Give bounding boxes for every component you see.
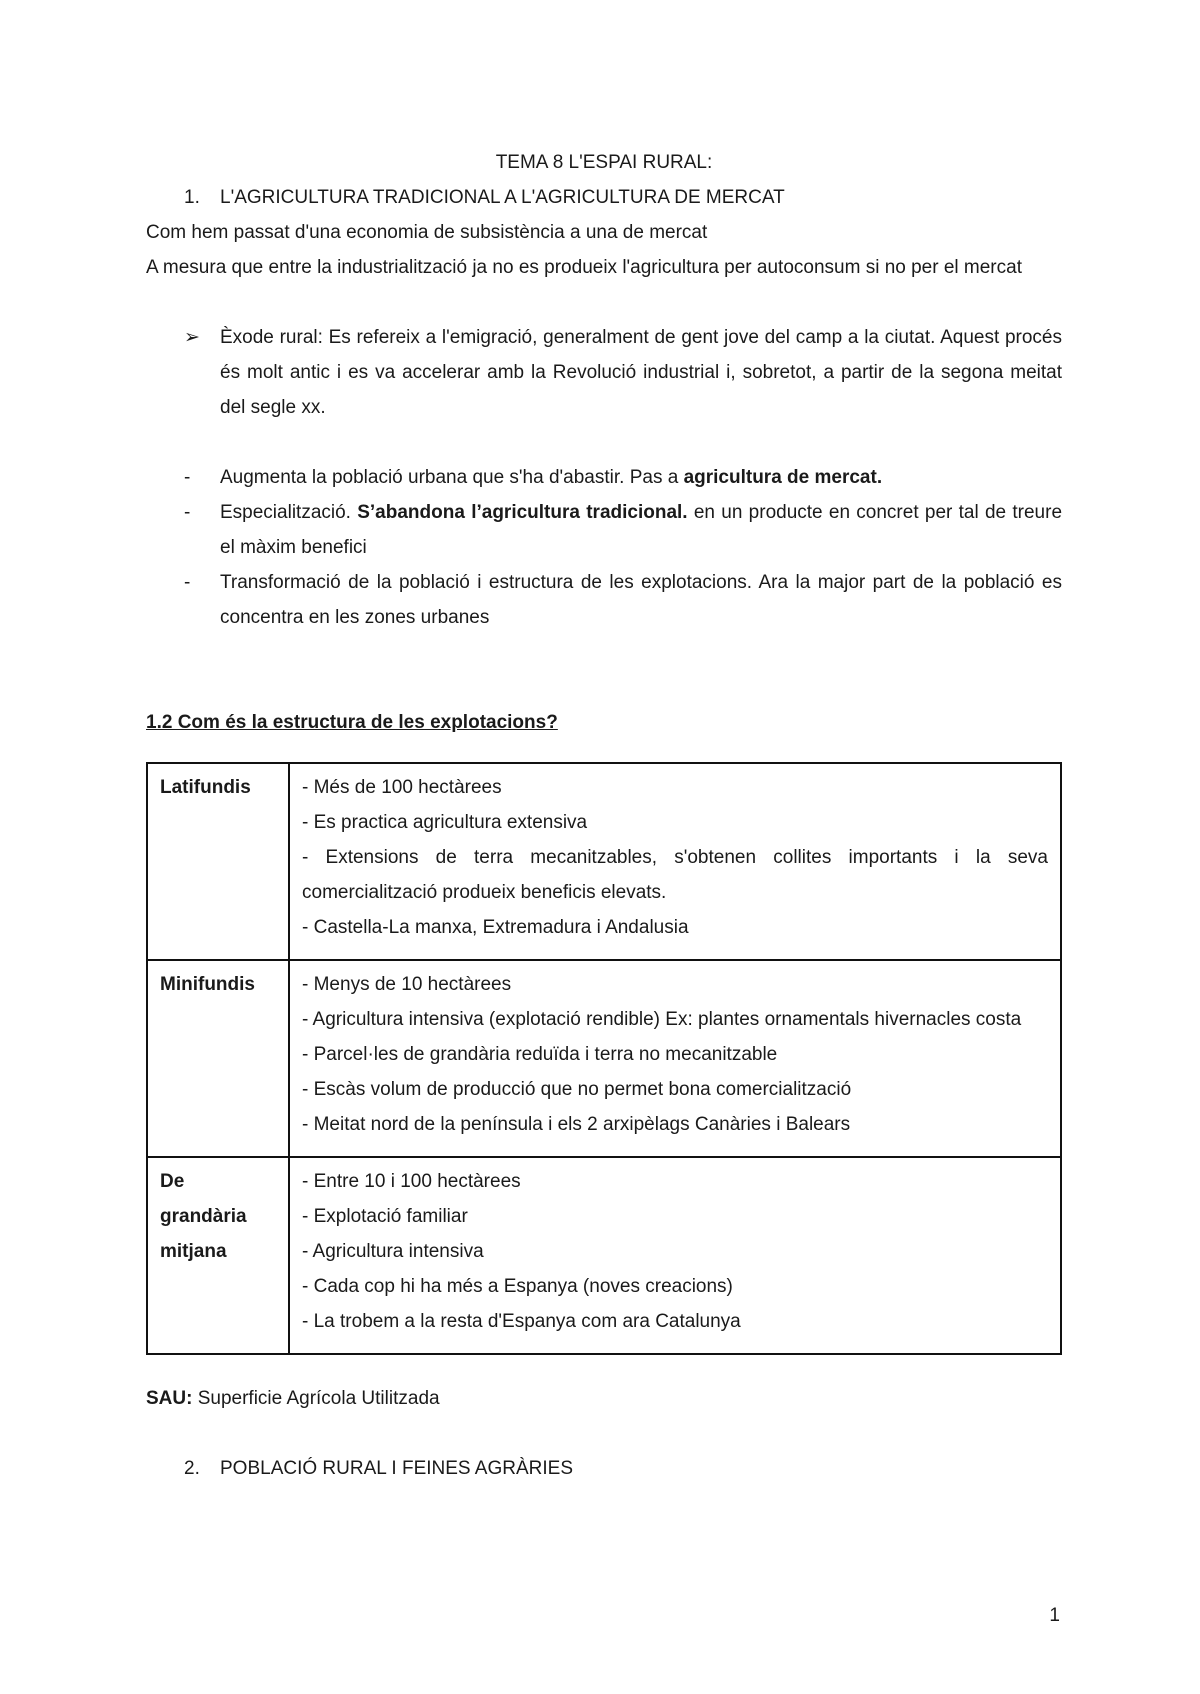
row-line: - La trobem a la resta d'Espanya com ara Catalunya xyxy=(302,1311,741,1332)
bullet-item xyxy=(146,460,1062,495)
row-line: - Agricultura intensiva (explotació rendible) Ex: plantes ornamentals hivernacles costa xyxy=(302,1009,1022,1030)
row-line: - Explotació familiar xyxy=(302,1206,468,1227)
row-line: - Agricultura intensiva xyxy=(302,1241,484,1262)
row-line: - Escàs volum de producció que no permet bona comercialització xyxy=(302,1079,852,1100)
row-content xyxy=(289,1157,1061,1354)
sau-definition xyxy=(146,1381,1062,1416)
sau-text: Superficie Agrícola Utilitzada xyxy=(192,1388,440,1409)
section-2-number: 2. xyxy=(184,1458,200,1479)
row-content xyxy=(289,960,1061,1157)
bullet-text-after: en un producte en concret per tal de treure el màxim benefici xyxy=(220,502,1063,558)
row-line: - Menys de 10 hectàrees xyxy=(302,974,512,995)
document-title: TEMA 8 L'ESPAI RURAL: xyxy=(495,152,713,173)
row-line: - Extensions de terra mecanitzables, s'obtenen collites importants i la seva comercialització produeix beneficis elevats. xyxy=(302,847,1048,903)
section-1-title: L'AGRICULTURA TRADICIONAL A L'AGRICULTURA DE MERCAT xyxy=(220,187,785,208)
exode-rural-item xyxy=(146,320,1062,425)
dash-bullet: - xyxy=(184,502,191,523)
row-content xyxy=(289,763,1061,960)
bullet-bold-text: agricultura de mercat. xyxy=(683,467,883,488)
bullet-item xyxy=(146,565,1062,635)
row-line: - Més de 100 hectàrees xyxy=(302,777,502,798)
section-2-heading xyxy=(146,1451,1062,1486)
section-1-number: 1. xyxy=(184,187,200,208)
row-label: Latifundis xyxy=(147,763,289,960)
table-row xyxy=(147,763,1061,960)
intro-paragraph-2: A mesura que entre la industrialització ja no es produeix l'agricultura per autoconsum si no per el mercat xyxy=(146,257,1022,278)
row-line: - Parcel·les de grandària reduïda i terra no mecanitzable xyxy=(302,1044,778,1065)
bullet-text: Especialització. xyxy=(220,502,358,523)
section-1-heading xyxy=(146,180,1062,215)
section-1-2-heading: 1.2 Com és la estructura de les explotacions? xyxy=(146,712,558,733)
row-line: - Entre 10 i 100 hectàrees xyxy=(302,1171,521,1192)
row-line: - Castella-La manxa, Extremadura i Andalusia xyxy=(302,917,689,938)
section-2-title: POBLACIÓ RURAL I FEINES AGRÀRIES xyxy=(220,1458,574,1479)
arrow-bullet-icon: ➢ xyxy=(184,327,200,348)
document-page xyxy=(146,145,1062,1486)
intro-paragraph-1: Com hem passat d'una economia de subsistència a una de mercat xyxy=(146,222,708,243)
row-line: - Meitat nord de la península i els 2 arxipèlags Canàries i Balears xyxy=(302,1114,851,1135)
bullet-item xyxy=(146,495,1062,565)
row-label: Minifundis xyxy=(147,960,289,1157)
table-row xyxy=(147,1157,1061,1354)
page-number: 1 xyxy=(1049,1605,1060,1626)
exode-rural-text: Èxode rural: Es refereix a l'emigració, generalment de gent jove del camp a la ciutat. Aquest procés és molt antic i es va accelerar amb la Revolució industrial i, sobretot, a partir de la segona meitat del segle xx. xyxy=(220,327,1062,418)
sau-label: SAU: xyxy=(146,1388,193,1409)
explotacions-table xyxy=(146,762,1062,1355)
dash-bullet: - xyxy=(184,467,191,488)
dash-bullet: - xyxy=(184,572,191,593)
bullet-bold-text: S’abandona l’agricultura tradicional. xyxy=(357,502,688,523)
table-row xyxy=(147,960,1061,1157)
bullet-text: Transformació de la població i estructura de les explotacions. Ara la major part de la població es concentra en les zones urbanes xyxy=(220,572,1062,628)
row-line: - Es practica agricultura extensiva xyxy=(302,812,588,833)
bullet-text: Augmenta la població urbana que s'ha d'abastir. Pas a xyxy=(220,467,684,488)
row-line: - Cada cop hi ha més a Espanya (noves creacions) xyxy=(302,1276,733,1297)
row-label: De grandària mitjana xyxy=(147,1157,289,1354)
